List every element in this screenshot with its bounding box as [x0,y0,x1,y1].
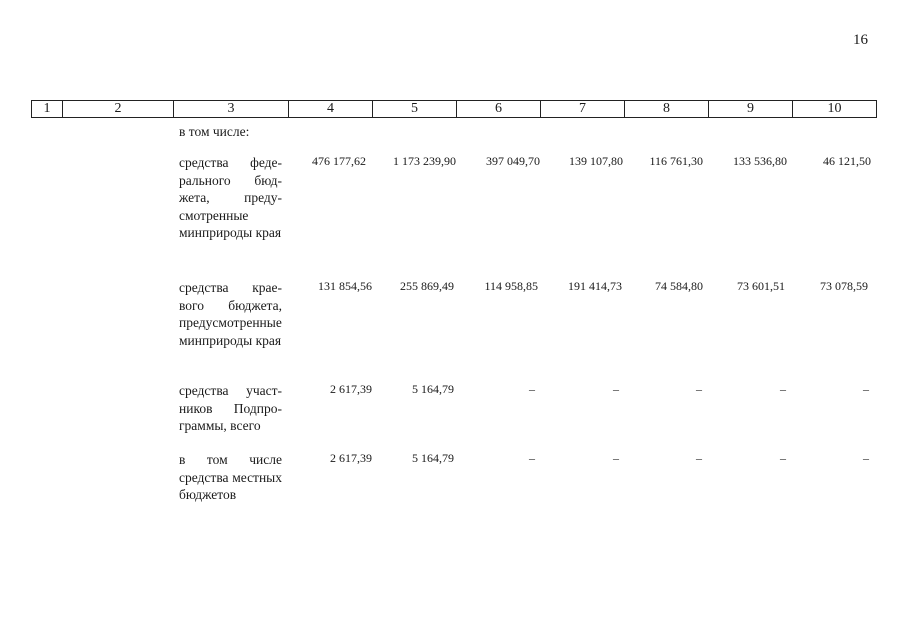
cell-value: 476 177,62 [312,154,366,168]
row-label: средства федерального бюджета, предусмотренные минприроды края [179,155,282,240]
column-number: 1 [32,101,63,118]
cell-value: 139 107,80 [569,154,623,168]
cell-value: 1 173 239,90 [393,154,456,168]
cell-value: – [863,382,869,396]
cell-value: 74 584,80 [655,279,703,293]
cell-value: – [696,382,702,396]
cell-value: 255 869,49 [400,279,454,293]
column-number: 3 [174,101,289,118]
cell-value: – [613,451,619,465]
cell-value: 114 958,85 [484,279,538,293]
cell-value: 131 854,56 [318,279,372,293]
cell-value: 2 617,39 [330,382,372,396]
cell-value: 397 049,70 [486,154,540,168]
cell-value: – [529,382,535,396]
column-number: 5 [373,101,457,118]
cell-value: 5 164,79 [412,382,454,396]
column-number: 7 [541,101,625,118]
column-number: 6 [457,101,541,118]
column-number: 9 [709,101,793,118]
page-number: 16 [853,32,868,48]
cell-value: – [613,382,619,396]
cell-value: 5 164,79 [412,451,454,465]
column-number: 8 [625,101,709,118]
intro-label: в том числе: [179,124,250,139]
cell-value: – [780,451,786,465]
cell-value: – [780,382,786,396]
cell-value: – [696,451,702,465]
cell-value: 2 617,39 [330,451,372,465]
cell-value: 133 536,80 [733,154,787,168]
column-number: 10 [793,101,877,118]
cell-value: – [863,451,869,465]
column-number: 2 [63,101,174,118]
cell-value: 46 121,50 [823,154,871,168]
cell-value: – [529,451,535,465]
column-number-header [31,100,877,118]
cell-value: 73 601,51 [737,279,785,293]
row-label: средства краевого бюджета, предусмотренные минприроды края [179,280,282,348]
cell-value: 191 414,73 [568,279,622,293]
row-label: средства участников Подпрограммы, всего [179,383,282,433]
cell-value: 116 761,30 [649,154,703,168]
column-number: 4 [289,101,373,118]
row-label: в том числе средства местных бюджетов [179,452,282,502]
cell-value: 73 078,59 [820,279,868,293]
